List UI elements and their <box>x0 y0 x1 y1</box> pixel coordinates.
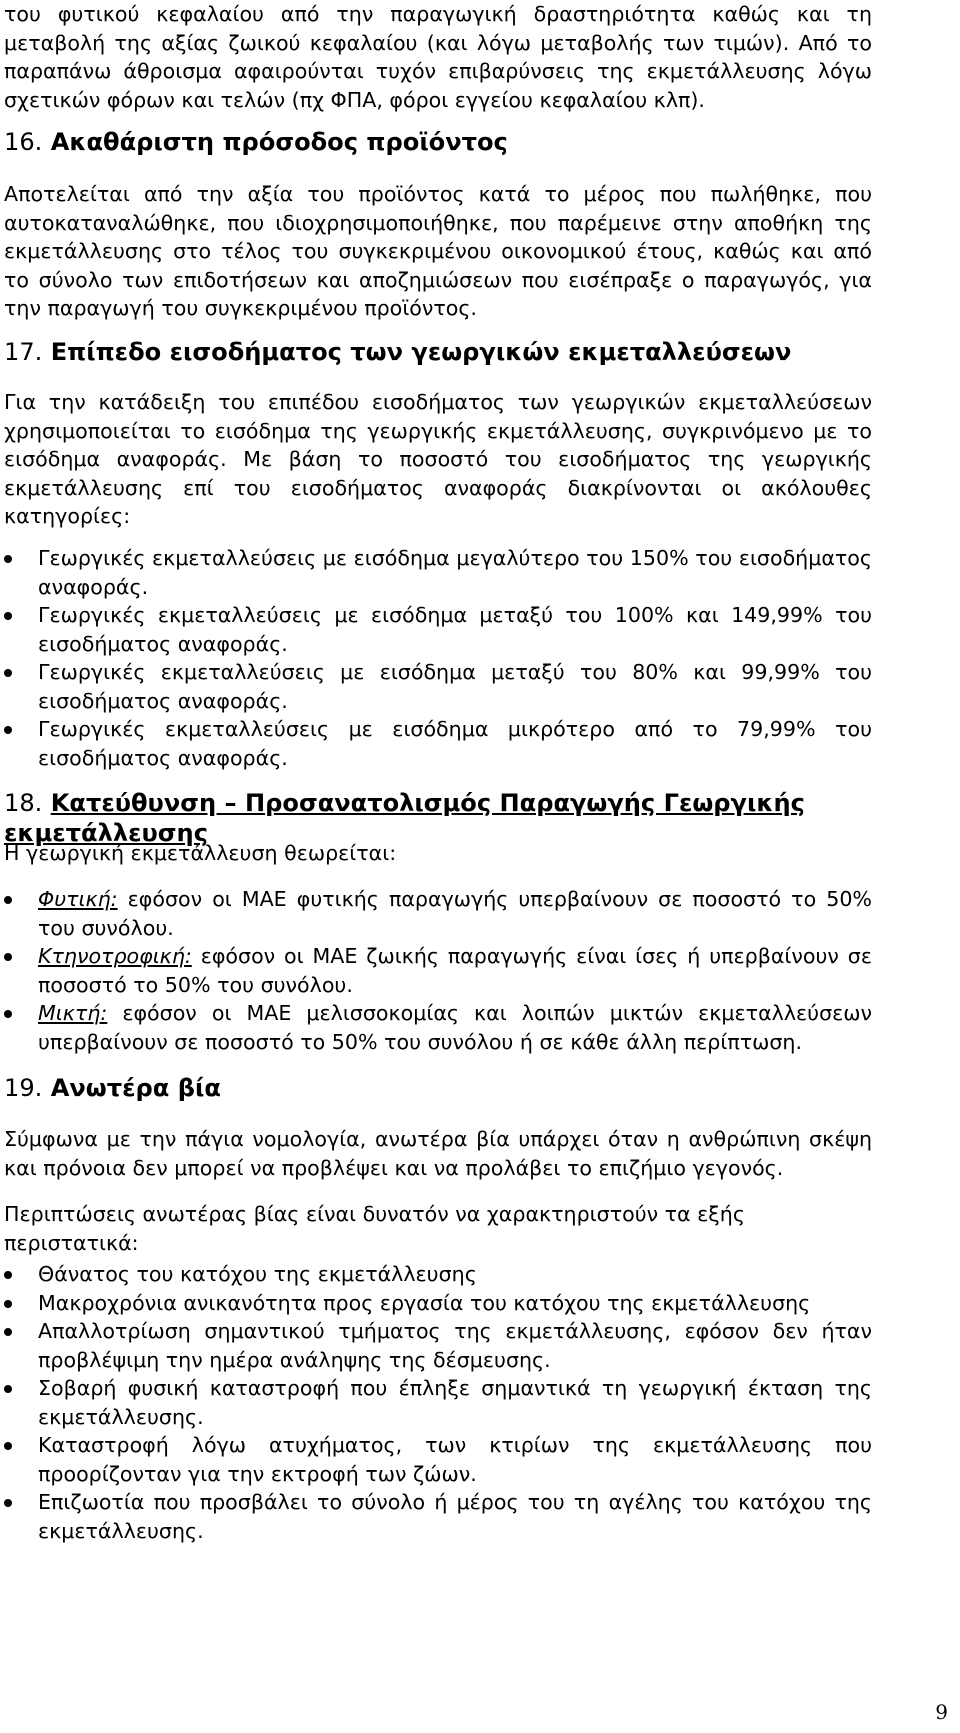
bullet-icon <box>4 1499 12 1507</box>
section-19-heading <box>4 1073 221 1103</box>
section-17-body: Για την κατάδειξη του επιπέδου εισοδήματος των γεωργικών εκμεταλλεύσεων χρησιμοποιείται το εισόδημα της γεωργικής εκμετάλλευσης, συγκρινόμενο με το εισόδημα αναφοράς. Με βάση το ποσοστό του εισοδήματος της γεωργικής εκμετάλλευσης επί του εισοδήματος αναφοράς διακρίνονται οι ακόλουθες κατηγορίες: <box>4 390 872 528</box>
bullet-icon <box>4 555 12 563</box>
section-16-title: Ακαθάριστη πρόσοδος προϊόντος <box>50 128 508 156</box>
section-16-body: Αποτελείται από την αξία του προϊόντος κατά το μέρος που πωλήθηκε, που αυτοκαταναλώθηκε, που ιδιοχρησιμοποιήθηκε, που παρέμεινε στην αποθήκη της εκμετάλλευσης στο τέλος του συγκεκριμένου οικονομικού έτους, καθώς και από το σύνολο των επιδοτήσεων και αποζημιώσεων που εισέπραξε ο παραγωγός, για την παραγωγή του συγκεκριμένου προϊόντος. <box>4 182 872 320</box>
section-19-number: 19. <box>4 1074 43 1102</box>
section-18-number: 18. <box>4 789 43 817</box>
income-category-list <box>0 544 872 772</box>
bullet-icon <box>4 726 12 734</box>
list-item: Σοβαρή φυσική καταστροφή που έπληξε σημαντικά τη γεωργική έκταση της εκμετάλλευσης. <box>0 1374 872 1431</box>
bullet-icon <box>4 1300 12 1308</box>
bullet-icon <box>4 1442 12 1450</box>
list-item: Απαλλοτρίωση σημαντικού τμήματος της εκμετάλλευσης, εφόσον δεν ήταν προβλέψιμη την ημέρα ανάληψης της δέσμευσης. <box>0 1317 872 1374</box>
term-label: Φυτική: <box>38 887 118 911</box>
intro-paragraph: του φυτικού κεφαλαίου από την παραγωγική δραστηριότητα καθώς και τη μεταβολή της αξίας ζωικού κεφαλαίου (και λόγω μεταβολής των τιμών). Από το παραπάνω άθροισμα αφαιρούνται τυχόν επιβαρύνσεις της εκμετάλλευσης λόγω σχετικών φόρων και τελών (πχ ΦΠΑ, φόροι εγγείου κεφαλαίου κλπ). <box>4 2 872 112</box>
bullet-icon <box>4 1328 12 1336</box>
list-item: Κτηνοτροφική: εφόσον οι ΜΑΕ ζωικής παραγωγής είναι ίσες ή υπερβαίνουν σε ποσοστό το 50% του συνόλου. <box>0 942 872 999</box>
section-17-heading <box>4 337 791 367</box>
list-item: Γεωργικές εκμεταλλεύσεις με εισόδημα μικρότερο από το 79,99% του εισοδήματος αναφοράς. <box>0 715 872 772</box>
section-19-title: Ανωτέρα βία <box>50 1074 221 1102</box>
list-item: Καταστροφή λόγω ατυχήματος, των κτιρίων της εκμετάλλευσης που προορίζονταν για την εκτροφή των ζώων. <box>0 1431 872 1488</box>
list-item: Μακροχρόνια ανικανότητα προς εργασία του κατόχου της εκμετάλλευσης <box>0 1289 872 1318</box>
list-item: Μικτή: εφόσον οι ΜΑΕ μελισσοκομίας και λοιπών μικτών εκμεταλλεύσεων υπερβαίνουν σε ποσοστό το 50% του συνόλου ή σε κάθε άλλη περίπτωση. <box>0 999 872 1056</box>
section-17-title: Επίπεδο εισοδήματος των γεωργικών εκμεταλλεύσεων <box>50 338 792 366</box>
section-19-body-2: Περιπτώσεις ανωτέρας βίας είναι δυνατόν να χαρακτηριστούν τα εξής περιστατικά: <box>4 1202 745 1255</box>
bullet-icon <box>4 896 12 904</box>
section-18-body: Η γεωργική εκμετάλλευση θεωρείται: <box>4 841 397 865</box>
list-item: Γεωργικές εκμεταλλεύσεις με εισόδημα μεταξύ του 80% και 99,99% του εισοδήματος αναφοράς. <box>0 658 872 715</box>
bullet-icon <box>4 1385 12 1393</box>
orientation-list <box>0 885 872 1056</box>
list-item: Γεωργικές εκμεταλλεύσεις με εισόδημα μεγαλύτερο του 150% του εισοδήματος αναφοράς. <box>0 544 872 601</box>
bullet-icon <box>4 612 12 620</box>
section-19-body-1: Σύμφωνα με την πάγια νομολογία, ανωτέρα βία υπάρχει όταν η ανθρώπινη σκέψη και πρόνοια δεν μπορεί να προβλέψει και να προλάβει το επιζήμιο γεγονός. <box>4 1127 872 1180</box>
list-item: Θάνατος του κατόχου της εκμετάλλευσης <box>0 1260 872 1289</box>
section-16-number: 16. <box>4 128 43 156</box>
bullet-icon <box>4 669 12 677</box>
list-item: Επιζωοτία που προσβάλει το σύνολο ή μέρος του τη αγέλης του κατόχου της εκμετάλλευσης. <box>0 1488 872 1545</box>
bullet-icon <box>4 953 12 961</box>
section-18-title: Κατεύθυνση – Προσανατολισμός Παραγωγής Γεωργικής εκμετάλλευσης <box>4 789 805 847</box>
force-majeure-list <box>0 1260 872 1545</box>
list-item: Γεωργικές εκμεταλλεύσεις με εισόδημα μεταξύ του 100% και 149,99% του εισοδήματος αναφοράς. <box>0 601 872 658</box>
term-label: Κτηνοτροφική: <box>38 944 192 968</box>
page-number: 9 <box>935 1700 948 1724</box>
list-item: Φυτική: εφόσον οι ΜΑΕ φυτικής παραγωγής υπερβαίνουν σε ποσοστό το 50% του συνόλου. <box>0 885 872 942</box>
section-17-number: 17. <box>4 338 43 366</box>
bullet-icon <box>4 1010 12 1018</box>
section-16-heading <box>4 127 508 157</box>
bullet-icon <box>4 1271 12 1279</box>
term-label: Μικτή: <box>38 1001 108 1025</box>
